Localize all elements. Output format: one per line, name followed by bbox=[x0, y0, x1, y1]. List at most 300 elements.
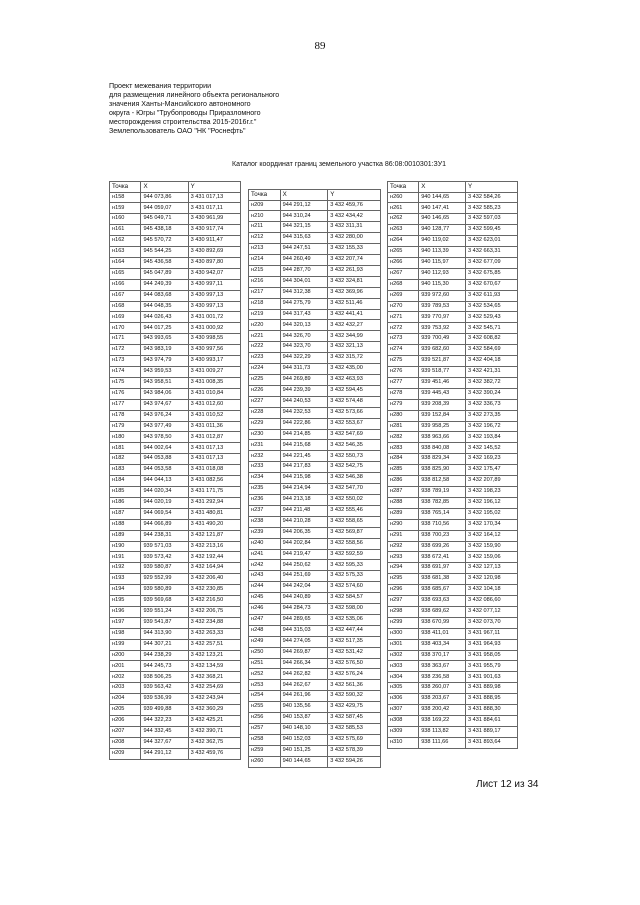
y-cell: 3 430 897,80 bbox=[188, 257, 240, 268]
point-cell: н253 bbox=[249, 680, 281, 691]
y-cell: 3 432 336,73 bbox=[465, 399, 517, 410]
point-cell: н207 bbox=[110, 726, 141, 737]
y-cell: 3 432 155,33 bbox=[328, 244, 381, 255]
point-cell: н289 bbox=[388, 508, 419, 519]
table-row bbox=[110, 639, 241, 650]
table-row bbox=[110, 268, 241, 279]
point-cell: н213 bbox=[249, 244, 281, 255]
table-row bbox=[249, 473, 381, 484]
table-row bbox=[249, 549, 381, 560]
header-line: значения Ханты-Мансийского автономного bbox=[109, 100, 251, 108]
point-cell: н297 bbox=[388, 596, 419, 607]
y-cell: 3 432 273,35 bbox=[465, 410, 517, 421]
table-row bbox=[110, 257, 241, 268]
x-cell: 944 260,49 bbox=[280, 255, 328, 266]
point-cell: н180 bbox=[110, 432, 141, 443]
table-row bbox=[249, 527, 381, 538]
coordinates-table-3 bbox=[387, 181, 518, 749]
x-cell: 943 993,65 bbox=[141, 334, 188, 345]
table-row bbox=[249, 756, 381, 767]
x-cell: 940 144,65 bbox=[280, 756, 328, 767]
x-cell: 944 332,45 bbox=[141, 726, 188, 737]
x-cell: 939 445,43 bbox=[419, 388, 466, 399]
point-cell: н268 bbox=[388, 279, 419, 290]
table-row bbox=[388, 519, 518, 530]
y-cell: 3 432 585,53 bbox=[328, 724, 381, 735]
point-cell: н240 bbox=[249, 538, 281, 549]
x-cell: 943 974,67 bbox=[141, 399, 188, 410]
y-cell: 3 432 315,72 bbox=[328, 353, 381, 364]
x-cell: 940 147,41 bbox=[419, 203, 466, 214]
x-cell: 944 313,90 bbox=[141, 628, 188, 639]
table-row bbox=[249, 265, 381, 276]
x-cell: 944 238,29 bbox=[141, 650, 188, 661]
table-row bbox=[249, 364, 381, 375]
x-cell: 939 451,46 bbox=[419, 377, 466, 388]
point-cell: н178 bbox=[110, 410, 141, 421]
table-row bbox=[249, 538, 381, 549]
y-cell: 3 432 598,00 bbox=[328, 604, 381, 615]
y-cell: 3 432 086,60 bbox=[465, 596, 517, 607]
table-row bbox=[110, 290, 241, 301]
table-row bbox=[249, 724, 381, 735]
y-cell: 3 432 196,72 bbox=[465, 421, 517, 432]
point-cell: н185 bbox=[110, 486, 141, 497]
table-row bbox=[110, 465, 241, 476]
y-cell: 3 432 594,26 bbox=[328, 756, 381, 767]
y-cell: 3 432 261,93 bbox=[328, 265, 381, 276]
catalog-title: Каталог координат границ земельного участка 86:08:0010301:ЗУ1 bbox=[232, 161, 447, 168]
y-cell: 3 432 558,65 bbox=[328, 516, 381, 527]
point-cell: н239 bbox=[249, 527, 281, 538]
table-row bbox=[249, 320, 381, 331]
x-cell: 943 959,53 bbox=[141, 367, 188, 378]
point-cell: н202 bbox=[110, 672, 141, 683]
table-row bbox=[249, 560, 381, 571]
x-cell: 944 069,54 bbox=[141, 508, 188, 519]
point-cell: н160 bbox=[110, 214, 141, 225]
point-cell: н224 bbox=[249, 364, 281, 375]
table-row bbox=[388, 628, 518, 639]
header-line: Проект межевания территории bbox=[109, 82, 212, 90]
table-row bbox=[249, 385, 381, 396]
y-cell: 3 432 531,42 bbox=[328, 647, 381, 658]
table-row bbox=[388, 508, 518, 519]
point-cell: н192 bbox=[110, 563, 141, 574]
point-cell: н225 bbox=[249, 375, 281, 386]
point-cell: н282 bbox=[388, 432, 419, 443]
y-cell: 3 432 574,48 bbox=[328, 396, 381, 407]
x-cell: 939 700,49 bbox=[419, 334, 466, 345]
point-cell: н175 bbox=[110, 377, 141, 388]
y-cell: 3 432 127,13 bbox=[465, 563, 517, 574]
x-cell: 938 825,90 bbox=[419, 465, 466, 476]
y-cell: 3 432 623,01 bbox=[465, 236, 517, 247]
x-cell: 944 323,70 bbox=[280, 342, 328, 353]
point-cell: н206 bbox=[110, 716, 141, 727]
y-cell: 3 432 213,16 bbox=[188, 541, 240, 552]
x-cell: 939 569,68 bbox=[141, 596, 188, 607]
y-cell: 3 432 558,56 bbox=[328, 538, 381, 549]
y-cell: 3 432 542,75 bbox=[328, 462, 381, 473]
x-cell: 944 289,65 bbox=[280, 614, 328, 625]
table-row bbox=[249, 418, 381, 429]
point-cell: н231 bbox=[249, 440, 281, 451]
table-row bbox=[388, 650, 518, 661]
y-cell: 3 432 429,75 bbox=[328, 702, 381, 713]
table-row bbox=[388, 585, 518, 596]
x-cell: 945 438,18 bbox=[141, 225, 188, 236]
point-cell: н186 bbox=[110, 497, 141, 508]
x-cell: 940 152,03 bbox=[280, 734, 328, 745]
point-cell: н189 bbox=[110, 530, 141, 541]
column-header: Y bbox=[328, 190, 381, 201]
point-cell: н208 bbox=[110, 737, 141, 748]
table-row bbox=[249, 255, 381, 266]
table-row bbox=[249, 636, 381, 647]
table-row bbox=[388, 399, 518, 410]
x-cell: 944 317,43 bbox=[280, 309, 328, 320]
y-cell: 3 432 599,45 bbox=[465, 225, 517, 236]
point-cell: н250 bbox=[249, 647, 281, 658]
y-cell: 3 432 263,33 bbox=[188, 628, 240, 639]
x-cell: 938 260,07 bbox=[419, 683, 466, 694]
y-cell: 3 432 594,45 bbox=[328, 385, 381, 396]
x-cell: 943 974,79 bbox=[141, 356, 188, 367]
table-row bbox=[110, 508, 241, 519]
table-row bbox=[110, 563, 241, 574]
y-cell: 3 432 170,34 bbox=[465, 519, 517, 530]
point-cell: н220 bbox=[249, 320, 281, 331]
y-cell: 3 430 997,13 bbox=[188, 301, 240, 312]
coordinates-table-1 bbox=[109, 181, 241, 760]
x-cell: 938 963,66 bbox=[419, 432, 466, 443]
table-row bbox=[249, 494, 381, 505]
table-row bbox=[110, 279, 241, 290]
x-cell: 938 691,97 bbox=[419, 563, 466, 574]
y-cell: 3 432 280,00 bbox=[328, 233, 381, 244]
point-cell: н188 bbox=[110, 519, 141, 530]
y-cell: 3 431 964,93 bbox=[465, 639, 517, 650]
y-cell: 3 432 459,76 bbox=[188, 748, 240, 759]
y-cell: 3 432 546,35 bbox=[328, 440, 381, 451]
column-header: Y bbox=[188, 182, 240, 193]
table-row bbox=[249, 505, 381, 516]
x-cell: 940 115,97 bbox=[419, 257, 466, 268]
x-cell: 944 242,04 bbox=[280, 582, 328, 593]
point-cell: н184 bbox=[110, 476, 141, 487]
x-cell: 944 240,53 bbox=[280, 396, 328, 407]
x-cell: 944 261,96 bbox=[280, 691, 328, 702]
y-cell: 3 431 010,84 bbox=[188, 388, 240, 399]
point-cell: н222 bbox=[249, 342, 281, 353]
x-cell: 944 262,82 bbox=[280, 669, 328, 680]
x-cell: 944 247,51 bbox=[280, 244, 328, 255]
point-cell: н158 bbox=[110, 192, 141, 203]
y-cell: 3 431 884,61 bbox=[465, 716, 517, 727]
y-cell: 3 432 441,41 bbox=[328, 309, 381, 320]
point-cell: н264 bbox=[388, 236, 419, 247]
table-row bbox=[388, 552, 518, 563]
table-row bbox=[110, 345, 241, 356]
table-row bbox=[110, 399, 241, 410]
table-row bbox=[249, 429, 381, 440]
point-cell: н228 bbox=[249, 407, 281, 418]
y-cell: 3 432 434,42 bbox=[328, 211, 381, 222]
table-row bbox=[388, 388, 518, 399]
point-cell: н274 bbox=[388, 345, 419, 356]
x-cell: 944 222,86 bbox=[280, 418, 328, 429]
y-cell: 3 432 123,21 bbox=[188, 650, 240, 661]
x-cell: 929 552,99 bbox=[141, 574, 188, 585]
y-cell: 3 432 547,69 bbox=[328, 429, 381, 440]
x-cell: 939 789,53 bbox=[419, 301, 466, 312]
point-cell: н170 bbox=[110, 323, 141, 334]
x-cell: 939 573,42 bbox=[141, 552, 188, 563]
table-header-row bbox=[249, 190, 381, 201]
point-cell: н235 bbox=[249, 484, 281, 495]
y-cell: 3 432 368,21 bbox=[188, 672, 240, 683]
table-row bbox=[388, 726, 518, 737]
x-cell: 944 206,35 bbox=[280, 527, 328, 538]
table-row bbox=[388, 661, 518, 672]
x-cell: 944 073,86 bbox=[141, 192, 188, 203]
point-cell: н167 bbox=[110, 290, 141, 301]
table-row bbox=[110, 748, 241, 759]
y-cell: 3 431 017,11 bbox=[188, 203, 240, 214]
x-cell: 944 326,70 bbox=[280, 331, 328, 342]
point-cell: н275 bbox=[388, 356, 419, 367]
table-row bbox=[110, 454, 241, 465]
y-cell: 3 432 584,69 bbox=[465, 345, 517, 356]
point-cell: н218 bbox=[249, 298, 281, 309]
point-cell: н306 bbox=[388, 694, 419, 705]
table-row bbox=[388, 192, 518, 203]
point-cell: н200 bbox=[110, 650, 141, 661]
x-cell: 944 310,24 bbox=[280, 211, 328, 222]
point-cell: н300 bbox=[388, 628, 419, 639]
table-row bbox=[110, 225, 241, 236]
table-row bbox=[388, 530, 518, 541]
table-row bbox=[388, 541, 518, 552]
x-cell: 944 311,73 bbox=[280, 364, 328, 375]
y-cell: 3 430 997,13 bbox=[188, 290, 240, 301]
point-cell: н285 bbox=[388, 465, 419, 476]
table-row bbox=[249, 734, 381, 745]
y-cell: 3 432 575,69 bbox=[328, 734, 381, 745]
point-cell: н296 bbox=[388, 585, 419, 596]
point-cell: н159 bbox=[110, 203, 141, 214]
x-cell: 939 571,03 bbox=[141, 541, 188, 552]
y-cell: 3 432 230,85 bbox=[188, 585, 240, 596]
table-row bbox=[249, 593, 381, 604]
y-cell: 3 431 010,52 bbox=[188, 410, 240, 421]
y-cell: 3 432 077,12 bbox=[465, 606, 517, 617]
point-cell: н182 bbox=[110, 454, 141, 465]
x-cell: 939 682,60 bbox=[419, 345, 466, 356]
x-cell: 944 217,83 bbox=[280, 462, 328, 473]
table-row bbox=[110, 236, 241, 247]
table-row bbox=[110, 476, 241, 487]
point-cell: н165 bbox=[110, 268, 141, 279]
table-row bbox=[388, 617, 518, 628]
point-cell: н281 bbox=[388, 421, 419, 432]
table-row bbox=[110, 301, 241, 312]
table-row bbox=[110, 726, 241, 737]
y-cell: 3 432 550,02 bbox=[328, 494, 381, 505]
point-cell: н236 bbox=[249, 494, 281, 505]
table-row bbox=[388, 563, 518, 574]
point-cell: н209 bbox=[110, 748, 141, 759]
table-row bbox=[388, 432, 518, 443]
table-row bbox=[388, 257, 518, 268]
point-cell: н162 bbox=[110, 236, 141, 247]
x-cell: 940 153,87 bbox=[280, 713, 328, 724]
x-cell: 944 284,73 bbox=[280, 604, 328, 615]
x-cell: 939 958,25 bbox=[419, 421, 466, 432]
point-cell: н161 bbox=[110, 225, 141, 236]
y-cell: 3 430 961,99 bbox=[188, 214, 240, 225]
y-cell: 3 432 198,23 bbox=[465, 486, 517, 497]
y-cell: 3 432 243,94 bbox=[188, 694, 240, 705]
table-row bbox=[388, 203, 518, 214]
y-cell: 3 432 578,39 bbox=[328, 745, 381, 756]
x-cell: 940 119,02 bbox=[419, 236, 466, 247]
x-cell: 938 685,67 bbox=[419, 585, 466, 596]
column-header: Точка bbox=[388, 182, 419, 193]
point-cell: н273 bbox=[388, 334, 419, 345]
x-cell: 938 506,25 bbox=[141, 672, 188, 683]
point-cell: н215 bbox=[249, 265, 281, 276]
table-row bbox=[110, 552, 241, 563]
point-cell: н307 bbox=[388, 705, 419, 716]
y-cell: 3 430 917,74 bbox=[188, 225, 240, 236]
y-cell: 3 431 012,60 bbox=[188, 399, 240, 410]
table-row bbox=[388, 312, 518, 323]
y-cell: 3 431 480,81 bbox=[188, 508, 240, 519]
x-cell: 943 984,06 bbox=[141, 388, 188, 399]
x-cell: 938 111,66 bbox=[419, 737, 466, 748]
point-cell: н164 bbox=[110, 257, 141, 268]
x-cell: 939 972,60 bbox=[419, 290, 466, 301]
point-cell: н290 bbox=[388, 519, 419, 530]
y-cell: 3 430 911,47 bbox=[188, 236, 240, 247]
table-header-row bbox=[388, 182, 518, 193]
x-cell: 940 128,77 bbox=[419, 225, 466, 236]
x-cell: 940 112,93 bbox=[419, 268, 466, 279]
x-cell: 944 315,03 bbox=[280, 625, 328, 636]
table-row bbox=[388, 465, 518, 476]
y-cell: 3 432 463,93 bbox=[328, 375, 381, 386]
y-cell: 3 430 892,69 bbox=[188, 247, 240, 258]
point-cell: н302 bbox=[388, 650, 419, 661]
y-cell: 3 432 196,12 bbox=[465, 497, 517, 508]
header-line: для размещения линейного объекта регионального bbox=[109, 91, 280, 99]
y-cell: 3 432 120,98 bbox=[465, 574, 517, 585]
table-row bbox=[249, 658, 381, 669]
y-cell: 3 431 017,13 bbox=[188, 443, 240, 454]
x-cell: 944 291,12 bbox=[141, 748, 188, 759]
table-row bbox=[110, 617, 241, 628]
point-cell: н304 bbox=[388, 672, 419, 683]
y-cell: 3 432 576,50 bbox=[328, 658, 381, 669]
y-cell: 3 432 584,57 bbox=[328, 593, 381, 604]
table-row bbox=[249, 407, 381, 418]
point-cell: н271 bbox=[388, 312, 419, 323]
table-row bbox=[110, 203, 241, 214]
y-cell: 3 432 164,94 bbox=[188, 563, 240, 574]
table-row bbox=[110, 596, 241, 607]
x-cell: 938 710,56 bbox=[419, 519, 466, 530]
table-row bbox=[249, 604, 381, 615]
y-cell: 3 432 192,44 bbox=[188, 552, 240, 563]
point-cell: н284 bbox=[388, 454, 419, 465]
y-cell: 3 432 545,71 bbox=[465, 323, 517, 334]
x-cell: 944 017,25 bbox=[141, 323, 188, 334]
y-cell: 3 432 546,38 bbox=[328, 473, 381, 484]
point-cell: н181 bbox=[110, 443, 141, 454]
point-cell: н248 bbox=[249, 625, 281, 636]
point-cell: н205 bbox=[110, 705, 141, 716]
x-cell: 944 053,88 bbox=[141, 454, 188, 465]
point-cell: н269 bbox=[388, 290, 419, 301]
x-cell: 939 152,84 bbox=[419, 410, 466, 421]
y-cell: 3 432 576,24 bbox=[328, 669, 381, 680]
y-cell: 3 432 324,81 bbox=[328, 276, 381, 287]
y-cell: 3 432 569,87 bbox=[328, 527, 381, 538]
y-cell: 3 430 997,56 bbox=[188, 345, 240, 356]
x-cell: 938 693,63 bbox=[419, 596, 466, 607]
y-cell: 3 431 082,56 bbox=[188, 476, 240, 487]
point-cell: н295 bbox=[388, 574, 419, 585]
point-cell: н279 bbox=[388, 399, 419, 410]
y-cell: 3 432 535,06 bbox=[328, 614, 381, 625]
x-cell: 940 135,56 bbox=[280, 702, 328, 713]
table-row bbox=[249, 451, 381, 462]
y-cell: 3 432 421,31 bbox=[465, 367, 517, 378]
point-cell: н197 bbox=[110, 617, 141, 628]
point-cell: н177 bbox=[110, 399, 141, 410]
x-cell: 944 262,67 bbox=[280, 680, 328, 691]
point-cell: н249 bbox=[249, 636, 281, 647]
point-cell: н265 bbox=[388, 247, 419, 258]
y-cell: 3 432 435,00 bbox=[328, 364, 381, 375]
table-row bbox=[388, 574, 518, 585]
table-header-row bbox=[110, 182, 241, 193]
table-row bbox=[388, 247, 518, 258]
point-cell: н288 bbox=[388, 497, 419, 508]
table-row bbox=[249, 745, 381, 756]
sheet-label: Лист 12 из 34 bbox=[476, 779, 539, 790]
point-cell: н259 bbox=[249, 745, 281, 756]
point-cell: н232 bbox=[249, 451, 281, 462]
point-cell: н303 bbox=[388, 661, 419, 672]
table-row bbox=[388, 596, 518, 607]
y-cell: 3 432 529,43 bbox=[465, 312, 517, 323]
table-row bbox=[110, 367, 241, 378]
point-cell: н190 bbox=[110, 541, 141, 552]
table-row bbox=[110, 323, 241, 334]
table-row bbox=[249, 375, 381, 386]
x-cell: 939 499,88 bbox=[141, 705, 188, 716]
y-cell: 3 432 206,75 bbox=[188, 606, 240, 617]
table-row bbox=[388, 476, 518, 487]
x-cell: 944 322,23 bbox=[141, 716, 188, 727]
table-row bbox=[388, 454, 518, 465]
y-cell: 3 432 216,50 bbox=[188, 596, 240, 607]
table-row bbox=[110, 214, 241, 225]
y-cell: 3 432 425,21 bbox=[188, 716, 240, 727]
